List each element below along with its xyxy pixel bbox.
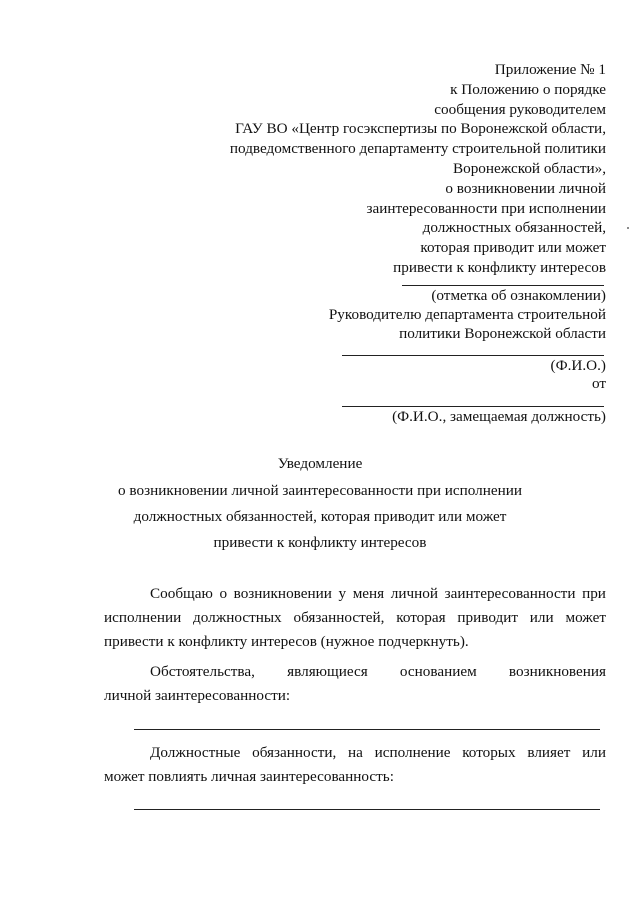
word: возникновении	[233, 585, 332, 602]
word: обязанности,	[252, 744, 337, 761]
word: обязанностей,	[293, 609, 385, 626]
paragraph-circumstances	[104, 660, 606, 708]
acknowledgement-caption: (отметка об ознакомлении)	[431, 287, 606, 304]
notice-subtitle-line-1: о возникновении личной заинтересованности при исполнении	[118, 482, 522, 499]
header-line: привести к конфликту интересов	[393, 258, 606, 276]
header-line: которая приводит или может	[420, 239, 606, 257]
header-line: к Положению о порядке	[450, 80, 606, 98]
notice-subtitle-line-2: должностных обязанностей, которая приводит или может	[133, 508, 507, 525]
word: о	[219, 585, 228, 602]
word: Должностные	[150, 744, 241, 761]
paragraph-line	[150, 582, 606, 606]
appendix-header	[186, 60, 606, 278]
header-line: Приложение № 1	[494, 61, 606, 78]
header-line: подведомственного департаменту строительной политики	[229, 140, 606, 158]
notice-subtitle-line-3: привести к конфликту интересов	[213, 534, 427, 551]
word: являющиеся	[287, 663, 368, 680]
paragraph-duties	[104, 741, 606, 789]
header-line: о возникновении личной	[445, 179, 606, 197]
duties-fill-line	[134, 809, 600, 810]
word: может	[565, 609, 606, 626]
sender-name-line	[342, 406, 604, 407]
header-line: ГАУ ВО «Центр госэкспертизы по Воронежской области,	[235, 120, 606, 138]
paragraph-line: личной заинтересованности:	[104, 687, 291, 704]
from-label: от	[591, 375, 606, 392]
header-line: должностных обязанностей,	[422, 219, 606, 237]
paragraph-notification	[104, 582, 606, 654]
paragraph-line: привести к конфликту интересов (нужное подчеркнуть).	[104, 633, 469, 650]
header-line: сообщения руководителем	[434, 100, 606, 118]
word: должностных	[193, 609, 282, 626]
circumstances-fill-line	[134, 729, 600, 730]
sender-caption: (Ф.И.О., замещаемая должность)	[392, 408, 606, 425]
word: Сообщаю	[150, 585, 213, 602]
word: возникновения	[508, 663, 606, 680]
notice-heading: Уведомление	[277, 455, 363, 472]
addressee-name-line	[342, 355, 604, 356]
header-line: заинтересованности при исполнении	[366, 199, 606, 217]
word: основанием	[399, 663, 477, 680]
paragraph-line	[104, 606, 606, 630]
word: исполнении	[104, 609, 182, 626]
word: на	[348, 744, 363, 761]
word: личной	[390, 585, 438, 602]
scan-speck	[627, 227, 629, 229]
word: исполнение	[374, 744, 451, 761]
word: Обстоятельства,	[150, 663, 255, 680]
word: заинтересованности	[444, 585, 576, 602]
word: или	[529, 609, 554, 626]
acknowledgement-signature-line	[402, 285, 604, 286]
word: у	[338, 585, 347, 602]
word: при	[582, 585, 606, 602]
paragraph-line: может повлиять личная заинтересованность:	[104, 768, 394, 785]
paragraph-line	[150, 660, 606, 684]
word: меня	[352, 585, 385, 602]
addressee-line-1: Руководителю департамента строительной	[328, 306, 606, 323]
word: или	[582, 744, 606, 761]
addressee-line-2: политики Воронежской области	[399, 325, 606, 342]
header-line: Воронежской области»,	[452, 159, 606, 177]
word: которых	[462, 744, 516, 761]
word: влияет	[527, 744, 571, 761]
word: которая	[396, 609, 446, 626]
paragraph-line	[150, 741, 606, 765]
word: приводит	[457, 609, 518, 626]
fio-caption: (Ф.И.О.)	[550, 357, 606, 374]
